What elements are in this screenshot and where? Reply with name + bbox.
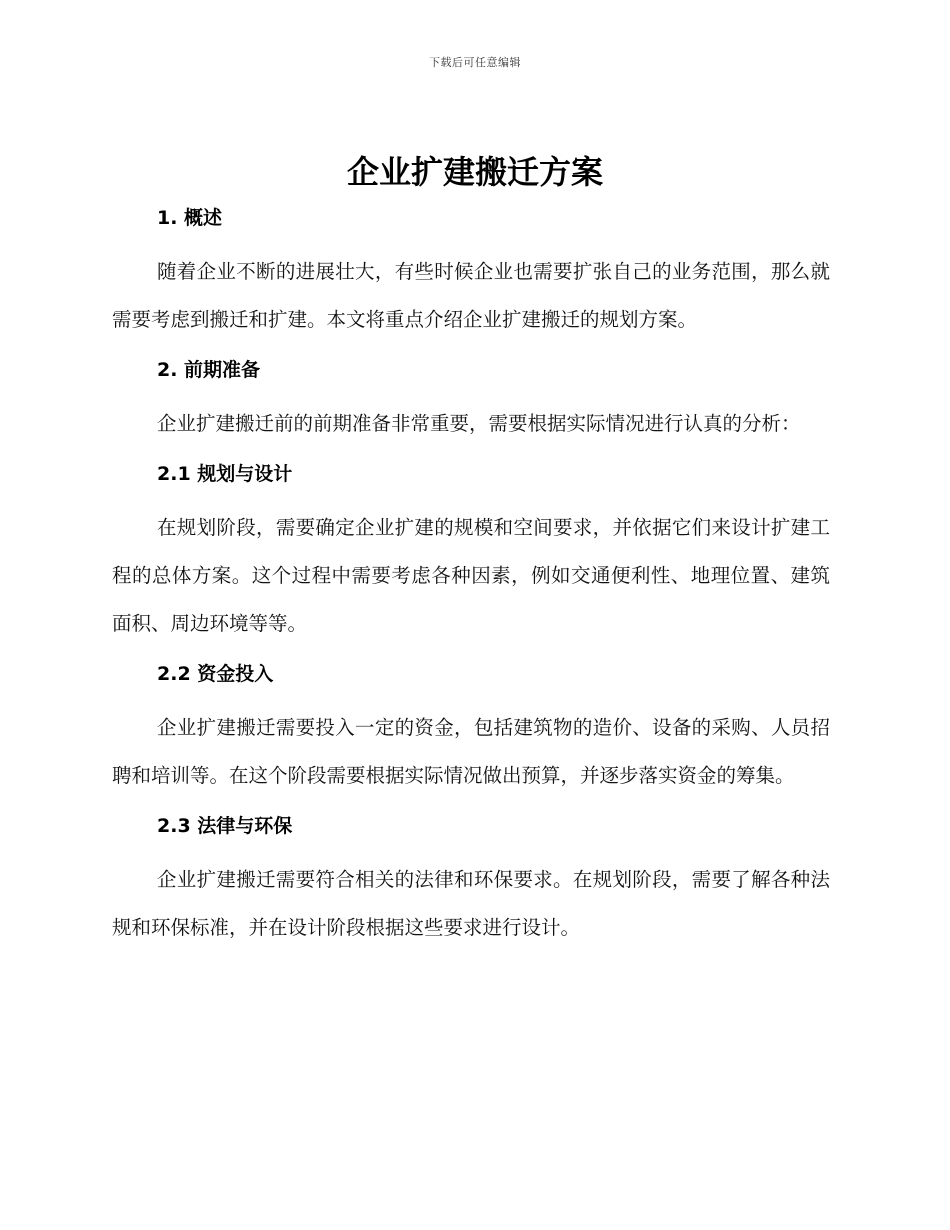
- section-heading: 1. 概述: [157, 207, 223, 229]
- section-heading: 2.1 规划与设计: [157, 463, 293, 485]
- section-funding: [112, 654, 830, 800]
- header-note: 下载后可任意编辑: [429, 56, 521, 69]
- section-overview: [112, 198, 830, 344]
- section-heading: 2. 前期准备: [157, 359, 261, 381]
- section-paragraph: 企业扩建搬迁需要投入一定的资金，包括建筑物的造价、设备的采购、人员招聘和培训等。在这个阶段需要根据实际情况做出预算，并逐步落实资金的筹集。: [112, 716, 830, 787]
- section-preparation: [112, 350, 830, 448]
- document-title: 企业扩建搬迁方案: [346, 153, 603, 191]
- section-paragraph: 企业扩建搬迁需要符合相关的法律和环保要求。在规划阶段，需要了解各种法规和环保标准，并在设计阶段根据这些要求进行设计。: [112, 868, 830, 939]
- section-heading: 2.2 资金投入: [157, 663, 274, 685]
- document-body: [112, 198, 830, 952]
- section-legal-environment: [112, 806, 830, 952]
- section-planning-design: [112, 454, 830, 648]
- section-heading: 2.3 法律与环保: [157, 815, 293, 837]
- section-paragraph: 在规划阶段，需要确定企业扩建的规模和空间要求，并依据它们来设计扩建工程的总体方案。这个过程中需要考虑各种因素，例如交通便利性、地理位置、建筑面积、周边环境等等。: [112, 516, 830, 635]
- section-paragraph: 随着企业不断的进展壮大，有些时候企业也需要扩张自己的业务范围，那么就需要考虑到搬迁和扩建。本文将重点介绍企业扩建搬迁的规划方案。: [112, 260, 830, 331]
- section-paragraph: 企业扩建搬迁前的前期准备非常重要，需要根据实际情况进行认真的分析：: [157, 412, 801, 435]
